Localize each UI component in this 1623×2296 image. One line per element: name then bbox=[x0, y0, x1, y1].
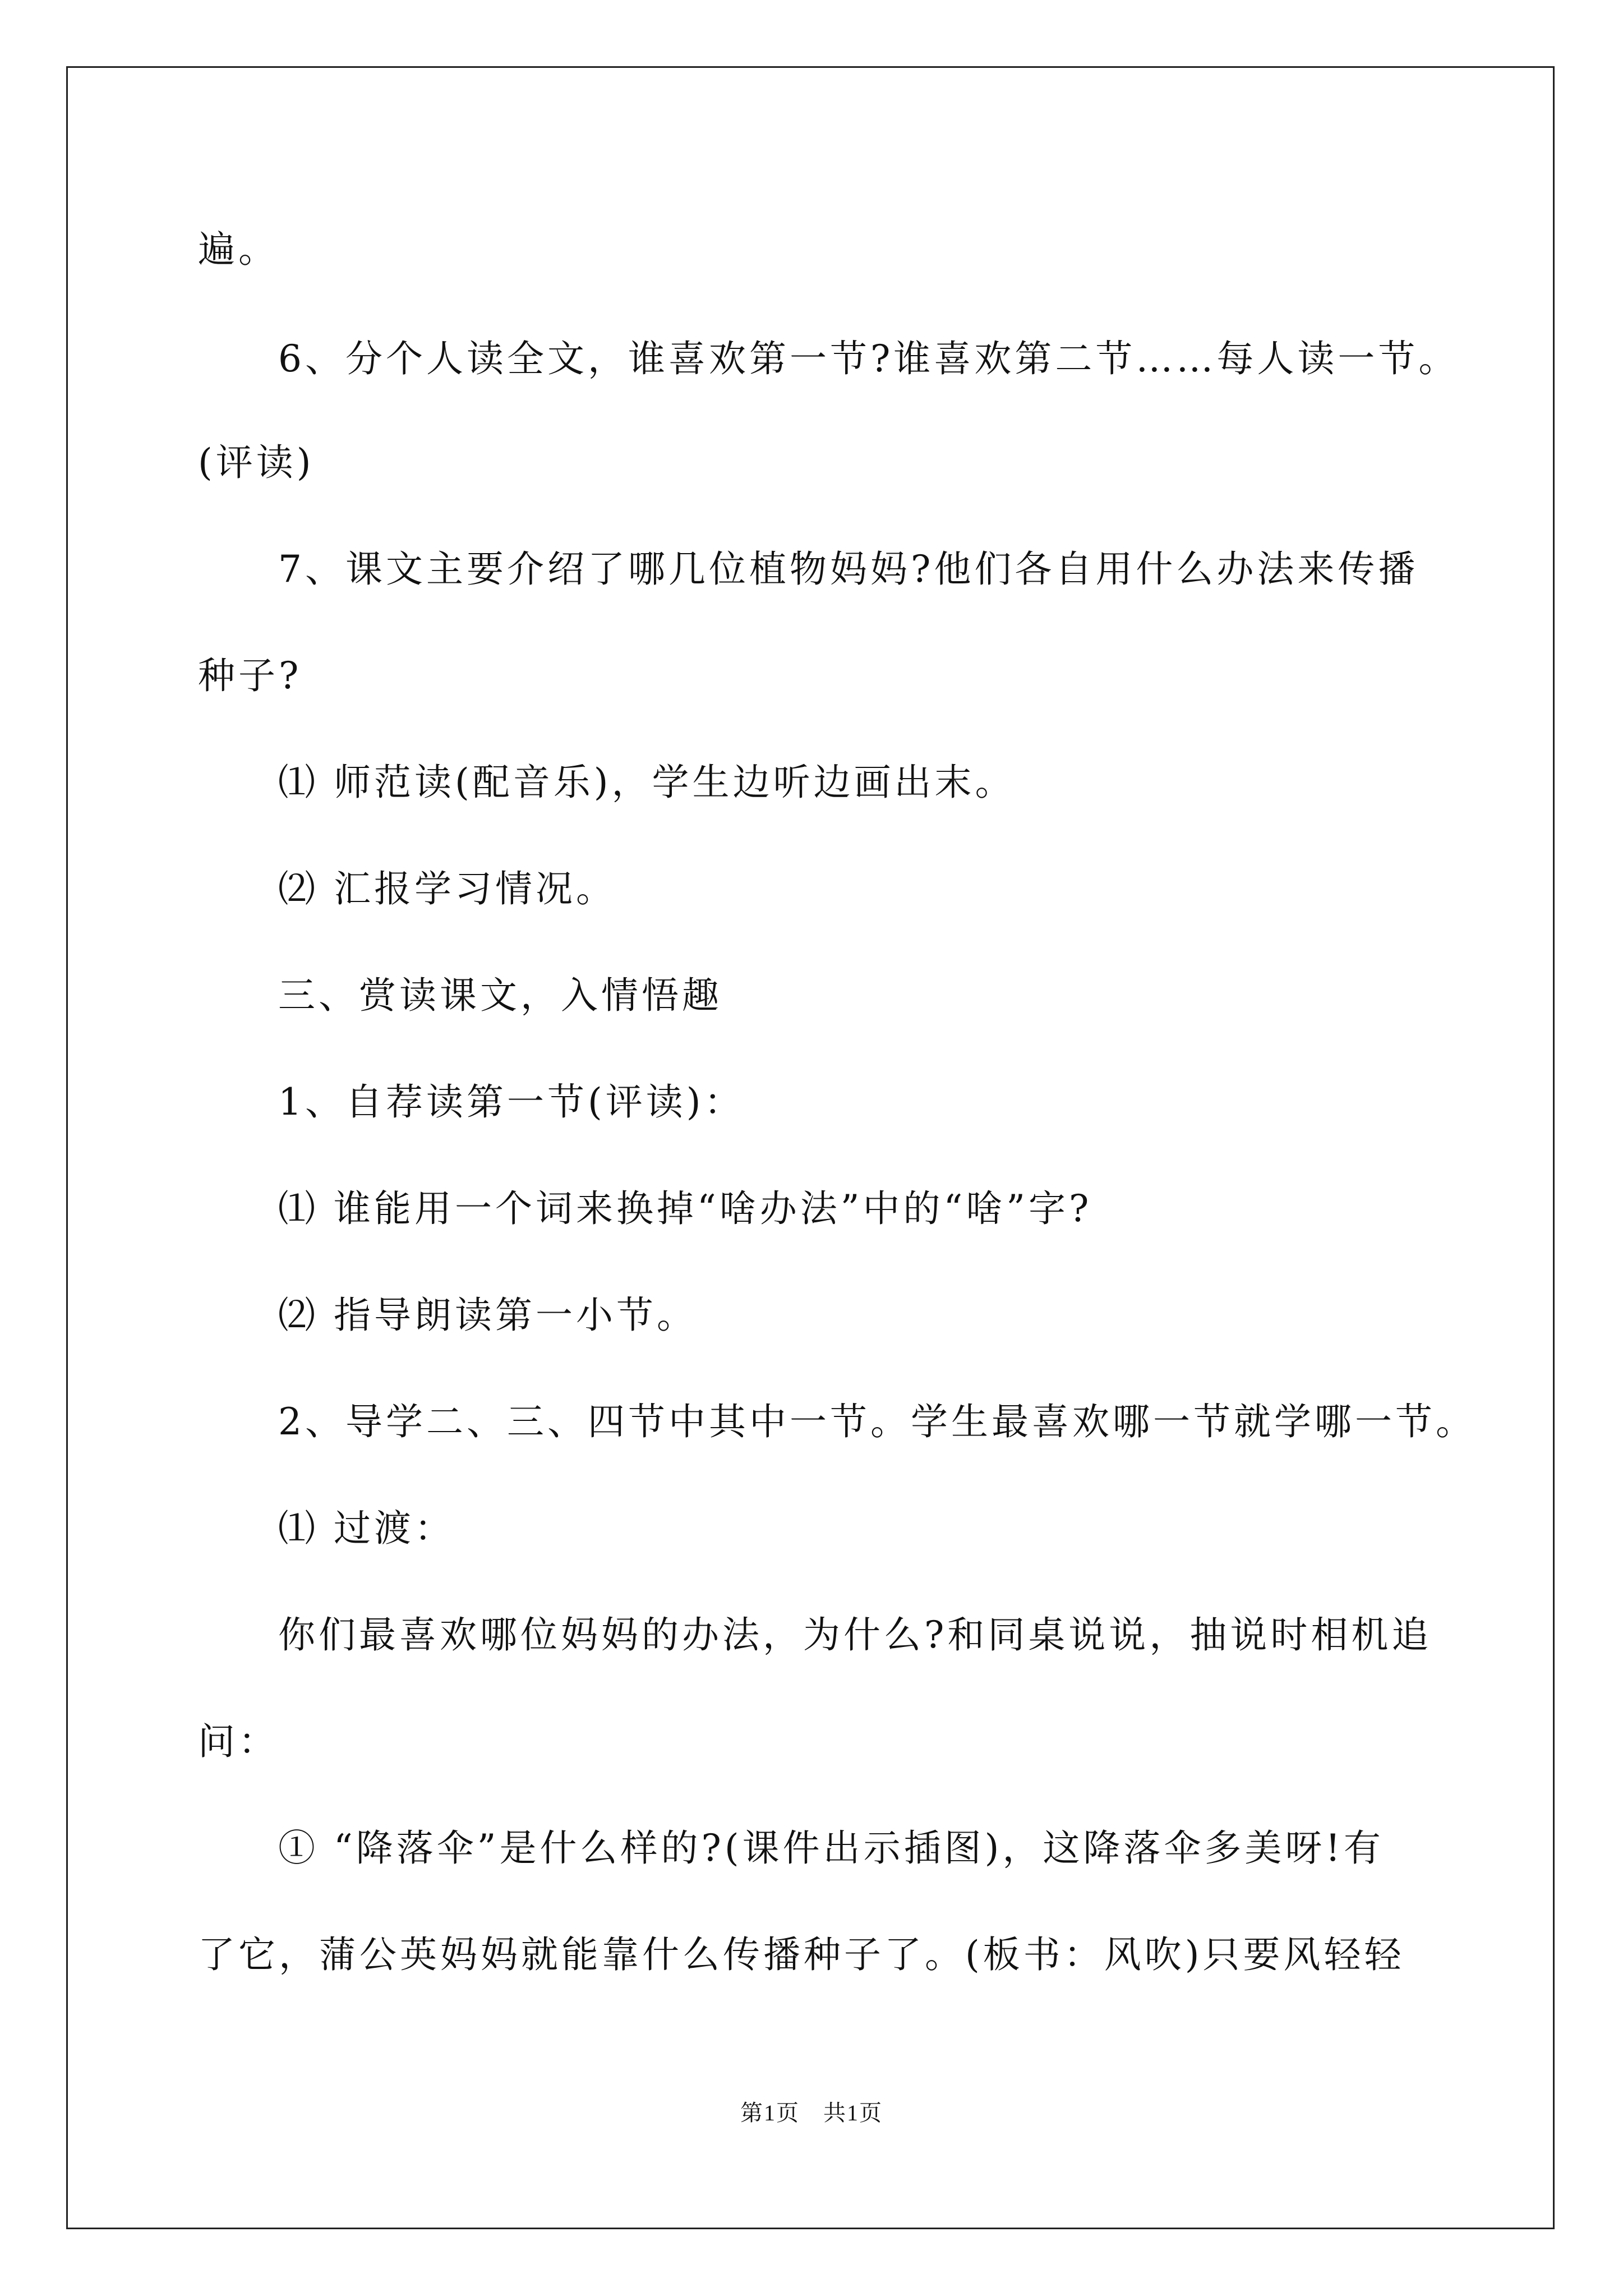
text-line-13: ⑴ 过渡： bbox=[278, 1507, 455, 1550]
text-line-10: ⑴ 谁能用一个词来换掉“啥办法”中的“啥”字? bbox=[278, 1187, 1092, 1230]
text-line-5: 种子? bbox=[198, 654, 302, 697]
page-footer: 第1页 共1页 bbox=[740, 2100, 883, 2125]
text-line-17: 了它，蒲公英妈妈就能靠什么传播种子了。(板书：风吹)只要风轻轻 bbox=[198, 1933, 1405, 1976]
text-line-15: 问： bbox=[198, 1720, 279, 1763]
text-line-3: (评读) bbox=[198, 441, 315, 484]
text-line-11: ⑵ 指导朗读第一小节。 bbox=[278, 1294, 697, 1337]
text-line-14: 你们最喜欢哪位妈妈的办法，为什么?和同桌说说，抽说时相机追 bbox=[278, 1613, 1432, 1657]
text-line-7: ⑵ 汇报学习情况。 bbox=[278, 867, 616, 910]
text-line-1: 遍。 bbox=[198, 228, 279, 271]
text-line-4: 7、课文主要介绍了哪几位植物妈妈?他们各自用什么办法来传播 bbox=[278, 547, 1419, 591]
text-line-6: ⑴ 师范读(配音乐)，学生边听边画出末。 bbox=[278, 761, 1016, 804]
page-border bbox=[66, 66, 1555, 2229]
text-line-2: 6、分个人读全文，谁喜欢第一节?谁喜欢第二节……每人读一节。 bbox=[278, 337, 1459, 380]
text-line-12: 2、导学二、三、四节中其中一节。学生最喜欢哪一节就学哪一节。 bbox=[278, 1400, 1476, 1443]
text-line-8: 三、赏读课文，入情悟趣 bbox=[278, 974, 722, 1017]
text-line-9: 1、自荐读第一节(评读)： bbox=[278, 1080, 745, 1124]
text-line-16: ① “降落伞”是什么样的?(课件出示插图)，这降落伞多美呀!有 bbox=[278, 1826, 1384, 1870]
